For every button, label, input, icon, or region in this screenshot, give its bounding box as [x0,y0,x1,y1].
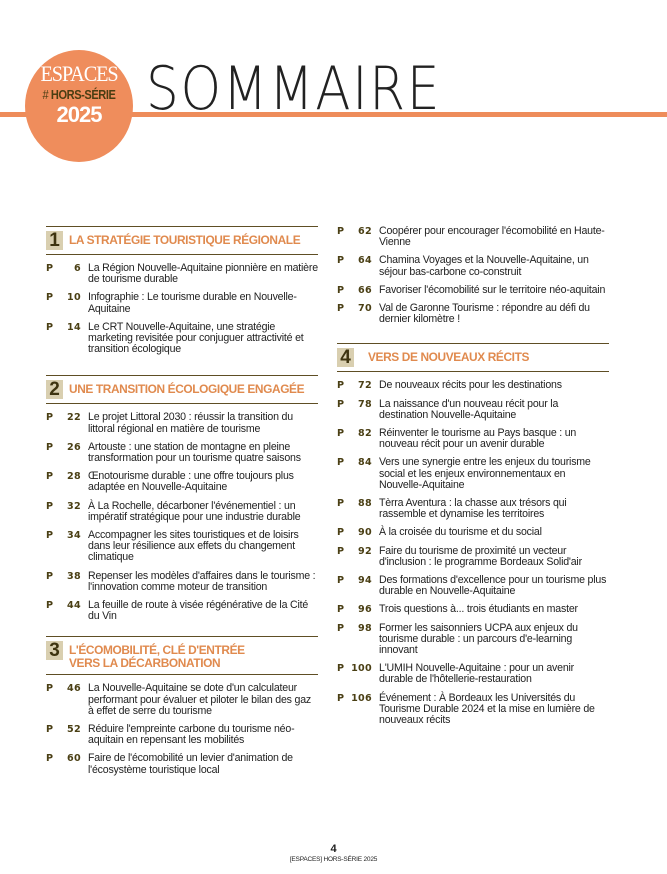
entry-text: Favoriser l'écomobilité sur le territoire néo-aquitain [379,283,606,296]
badge-year: 2025 [56,102,102,127]
page-title: SOMMAIRE [146,54,442,124]
toc-entry[interactable] [337,527,609,538]
page-ref: P 60 [46,753,81,765]
toc-entry[interactable] [46,724,318,746]
page-ref: P 72 [337,380,372,392]
section-number: 4 [337,348,354,367]
toc-entry[interactable] [337,663,609,685]
entry-text: Accompagner les sites touristiques et de loisirs dans leur résilience aux effets du changement climatique [88,529,299,564]
page-ref: P 64 [337,255,372,267]
page-ref: P 28 [46,471,81,483]
page-ref: P 84 [337,457,372,469]
toc-right-column [337,226,609,733]
entry-text: Artouste : une station de montagne en pleine transformation pour un tourisme quatre saisons [88,440,301,465]
toc-entry[interactable] [337,498,609,520]
page-ref: P 70 [337,303,372,315]
entry-text: À La Rochelle, décarboner l'événementiel : un impératif stratégique pour une industrie durable [88,499,301,523]
entry-text: Événement : À Bordeaux les Universités du Tourisme Durable 2024 et la mise en lumière de nouveaux récits [379,691,595,727]
entry-text: De nouveaux récits pour les destinations [379,379,562,392]
toc-entry[interactable] [46,600,318,622]
page-ref: P 44 [46,600,81,612]
toc-entry[interactable] [337,546,609,568]
section-title: VERS DE NOUVEAUX RÉCITS [368,350,530,365]
page-ref: P 92 [337,545,372,557]
page-ref: P 14 [46,321,81,333]
entry-text: La naissance d'un nouveau récit pour la destination Nouvelle-Aquitaine [379,397,559,421]
page-ref: P 22 [46,412,81,424]
toc-entry[interactable] [337,623,609,657]
entry-text: À la croisée du tourisme et du social [379,526,542,539]
entry-text: Chamina Voyages et la Nouvelle-Aquitaine, un séjour bas-carbone co-construit [379,254,589,278]
entry-text: Val de Garonne Tourisme : répondre au défi du dernier kilomètre ! [379,302,590,326]
badge-edition: # HORS-SÉRIE [42,87,116,102]
entry-text: Trois questions à... trois étudiants en master [379,603,578,616]
toc-entry[interactable] [46,753,318,775]
toc-entry[interactable] [337,255,609,277]
toc-entry[interactable] [46,263,318,285]
entry-text: La feuille de route à visée régénérative de la Cité du Vin [88,599,309,623]
toc-left-column [46,226,318,783]
entry-text: Des formations d'excellence pour un tourisme plus durable en Nouvelle-Aquitaine [379,574,607,598]
entry-text: Le projet Littoral 2030 : réussir la transition du littoral régional en matière de tourisme [88,411,293,435]
section-number: 2 [46,380,63,399]
page-ref: P 34 [46,530,81,542]
section-title: L'ÉCOMOBILITÉ, CLÉ D'ENTRÉE VERS LA DÉCARBONATION [69,643,245,671]
section-header-2 [46,375,318,404]
toc-entry[interactable] [46,442,318,464]
page-ref: P 78 [337,398,372,410]
section-header-3 [46,636,318,675]
page-ref: P 6 [46,263,81,274]
toc-entry[interactable] [337,575,609,597]
entry-text: Réinventer le tourisme au Pays basque : un nouveau récit pour un avenir durable [379,427,577,451]
toc-entry[interactable] [46,322,318,356]
entry-text: La Nouvelle-Aquitaine se dote d'un calculateur performant pour évaluer et piloter le bilan des gaz à effet de serre du tourisme [88,682,311,717]
page-ref: P 32 [46,500,81,512]
toc-entry[interactable] [337,457,609,491]
page-ref: P 88 [337,498,372,510]
toc-entry[interactable] [337,399,609,421]
page-ref: P 62 [337,226,372,237]
entry-text: Vers une synergie entre les enjeux du tourisme social et les enjeux environnementaux en Nouvelle-Aquitaine [379,456,591,491]
page-ref: P 94 [337,575,372,587]
page-ref: P 52 [46,724,81,736]
page-ref: P 100 [337,663,372,675]
badge-brand: ESPACES [40,61,118,86]
toc-entry[interactable] [337,226,609,248]
section-header-4 [337,343,609,372]
toc-entry[interactable] [46,471,318,493]
page-ref: P 82 [337,428,372,440]
page-ref: P 26 [46,441,81,453]
entry-text: Infographie : Le tourisme durable en Nouvelle-Aquitaine [88,291,297,315]
entry-text: L'UMIH Nouvelle-Aquitaine : pour un avenir durable de l'hôtellerie-restauration [379,662,575,686]
publication-name: [ESPACES] HORS-SÉRIE 2025 [289,856,378,863]
entry-text: Faire de l'écomobilité un levier d'animation de l'écosystème touristique local [88,752,293,776]
toc-entry[interactable] [46,412,318,434]
entry-text: Faire du tourisme de proximité un vecteur d'inclusion : le programme Bordeaux Solid'air [379,544,582,568]
toc-entry[interactable] [46,501,318,523]
page-ref: P 98 [337,622,372,634]
espaces-badge [25,50,133,162]
entry-text: Coopérer pour encourager l'écomobilité en Haute-Vienne [379,225,605,249]
page-ref: P 106 [337,692,372,704]
section-number: 3 [46,641,63,660]
page-ref: P 10 [46,292,81,304]
page-ref: P 90 [337,527,372,539]
section-number: 1 [46,231,63,250]
page-number: 4 [330,843,337,855]
section-title: UNE TRANSITION ÉCOLOGIQUE ENGAGÉE [69,382,305,397]
toc-entry[interactable] [337,428,609,450]
toc-entry[interactable] [46,683,318,717]
toc-entry[interactable] [337,693,609,727]
toc-entry[interactable] [337,380,609,391]
toc-entry[interactable] [46,292,318,314]
page-ref: P 96 [337,604,372,616]
toc-entry[interactable] [337,285,609,296]
toc-entry[interactable] [46,571,318,593]
page-ref: P 66 [337,284,372,296]
toc-entry[interactable] [46,530,318,564]
page-ref: P 38 [46,570,81,582]
toc-entry[interactable] [337,604,609,615]
entry-text: La Région Nouvelle-Aquitaine pionnière en matière de tourisme durable [88,262,318,286]
section-title: LA STRATÉGIE TOURISTIQUE RÉGIONALE [69,233,301,247]
entry-text: Le CRT Nouvelle-Aquitaine, une stratégie marketing revisitée pour conjuguer attractivité et transition écologique [88,320,304,356]
entry-text: Réduire l'empreinte carbone du tourisme néo-aquitain en repensant les mobilités [88,723,295,747]
toc-entry[interactable] [337,303,609,325]
entry-text: Repenser les modèles d'affaires dans le tourisme : l'innovation comme moteur de transition [88,569,316,593]
entry-text: Œnotourisme durable : une offre toujours plus adaptée en Nouvelle-Aquitaine [88,470,294,494]
entry-text: Former les saisonniers UCPA aux enjeux du tourisme durable : un parcours d'e-learning innovant [379,621,578,657]
entry-text: Tèrra Aventura : la chasse aux trésors qui rassemble et dynamise les territoires [379,497,567,521]
section-header-1 [46,226,318,255]
page-ref: P 46 [46,683,81,695]
